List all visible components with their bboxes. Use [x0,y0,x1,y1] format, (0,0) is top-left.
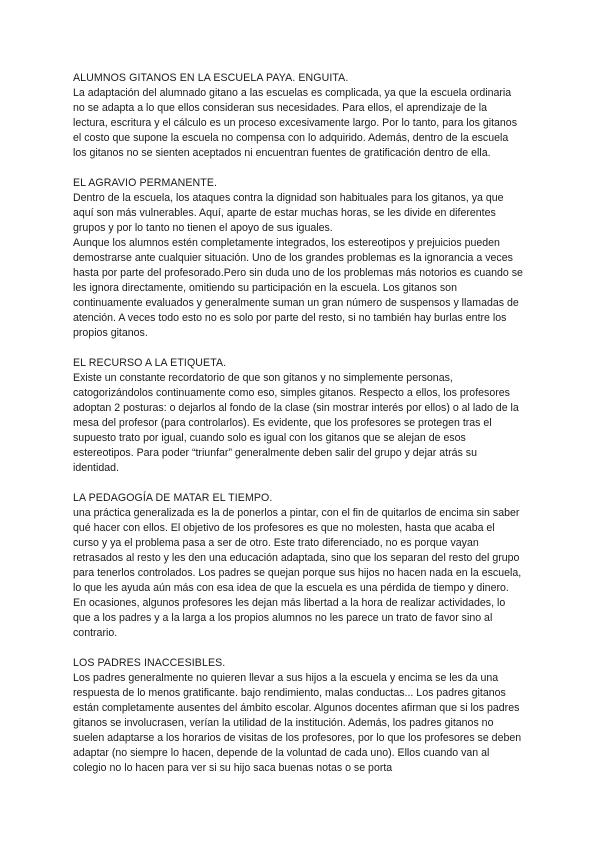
section-padres-inaccesibles [73,656,523,776]
paragraph: una práctica generalizada es la de ponerlos a pintar, con el fin de quitarlos de encima sin saber qué hacer con ellos. El objetivo de los profesores es que no molesten, hasta que acaba el curso y ya el problema pasa a ser de otro. Este trato diferenciado, no es porque vayan retrasados al resto y les den una educación adaptada, sino que los separan del resto del grupo para tenerlos controlados. Los padres se quejan porque sus hijos no hacen nada en la escuela, lo que les ayuda aún más con esa idea de que la escuela es una pérdida de tiempo y dinero. En ocasiones, algunos profesores les dejan más libertad a la hora de realizar actividades, lo que a los padres y a la larga a los propios alumnos no les parece un trato de favor sino al contrario. [73,507,522,639]
paragraph: La adaptación del alumnado gitano a las escuelas es complicada, ya que la escuela ordinaria no se adapta a lo que ellos consideran sus necesidades. Para ellos, el aprendizaje de la lectura, escritura y el cálculo es un proceso excesivamente largo. Por lo tanto, para los gitanos el costo que supone la escuela no compensa con lo adquirido. Además, dentro de la escuela los gitanos no se sienten aceptados ni encuentran fuentes de gratificación dentro de ella. [73,87,517,159]
paragraph: Los padres generalmente no quieren llevar a sus hijos a la escuela y encima se les da una respuesta de lo menos gratificante. bajo rendimiento, malas conductas... Los padres gitanos están completamente ausentes del ámbito escolar. Algunos docentes afirman que si los padres gitanos se involucrasen, verían la utilidad de la institución. Además, los padres gitanos no suelen adaptarse a los horarios de visitas de los profesores, por lo que los profesores se deben adaptar (no siempre lo hacen, depende de la voluntad de cada uno). Ellos cuando van al colegio no lo hacen para ver si su hijo saca buenas notas o se porta [73,672,522,774]
section-alumnos-gitanos [73,71,523,161]
section-agravio-permanente [73,176,523,341]
paragraph: Aunque los alumnos estén completamente integrados, los estereotipos y prejuicios pueden demostrarse ante cualquier situación. Uno de los grandes problemas es la ignorancia a veces hasta por parte del profesorado.Pero sin duda uno de los problemas más notorios es cuando se les ignora directamente, omitiendo su participación en la escuela. Los gitanos son continuamente evaluados y generalmente suman un gran número de suspensos y llamadas de atención. A veces todo esto no es solo por parte del resto, si no también hay burlas entre los propios gitanos. [73,237,523,339]
document-page [73,71,523,791]
section-title: ALUMNOS GITANOS EN LA ESCUELA PAYA. ENGUITA. [73,72,349,84]
paragraph: Dentro de la escuela, los ataques contra la dignidad son habituales para los gitanos, ya que aquí son más vulnerables. Aquí, aparte de estar muchas horas, se les divide en diferentes grupos y por lo tanto no tienen el apoyo de sus iguales. [73,192,504,234]
section-title: EL AGRAVIO PERMANENTE. [73,177,218,189]
paragraph: Existe un constante recordatorio de que son gitanos y no simplemente personas, catogorizándolos continuamente como eso, simples gitanos. Respecto a ellos, los profesores adoptan 2 posturas: o dejarlos al fondo de la clase (sin mostrar interés por ellos) o al lado de la mesa del profesor (para controlarlos). Es evidente, que los profesores se protegen tras el supuesto trato por igual, cuando solo es igual con los gitanos que se alejan de esos estereotipos. Para poder “triunfar” generalmente deben salir del grupo y dejar atrás su identidad. [73,372,519,474]
section-title: LOS PADRES INACCESIBLES. [73,657,226,669]
section-pedagogia-matar-tiempo [73,491,523,641]
section-recurso-etiqueta [73,356,523,476]
section-title: LA PEDAGOGÍA DE MATAR EL TIEMPO. [73,492,273,504]
section-title: EL RECURSO A LA ETIQUETA. [73,357,227,369]
